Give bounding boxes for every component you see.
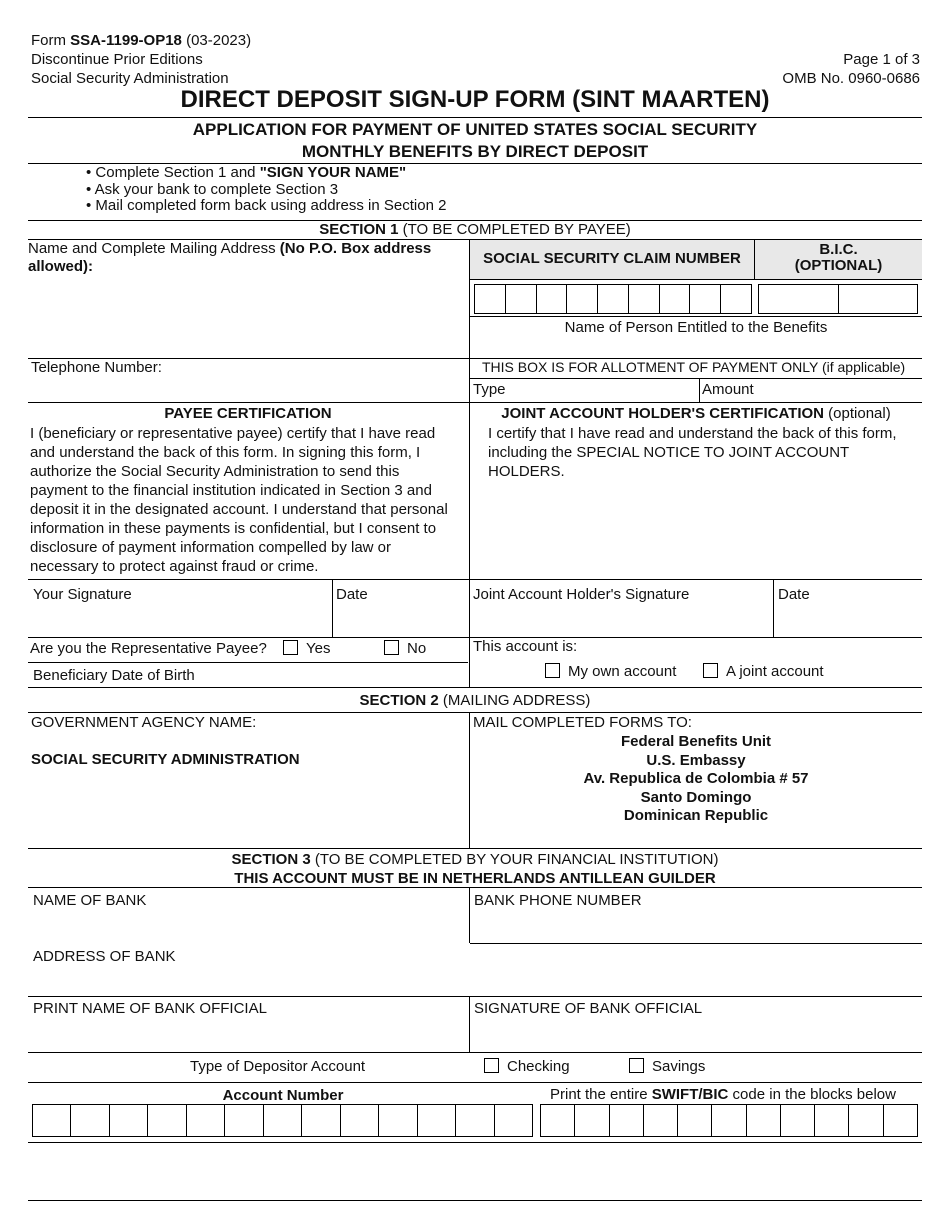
payee-cert-line-2: and understand the back of this form. In signing this form, I (30, 444, 421, 461)
account-number-boxes[interactable] (32, 1104, 533, 1137)
bank-name-field[interactable]: NAME OF BANK (33, 892, 147, 909)
gov-agency-value: SOCIAL SECURITY ADMINISTRATION (31, 751, 300, 768)
bic-boxes[interactable] (758, 284, 918, 314)
page-subtitle (0, 119, 950, 163)
subtitle-line-2: MONTHLY BENEFITS BY DIRECT DEPOSIT (301, 142, 649, 161)
payee-cert-line-4: payment to the financial institution indicated in Section 3 and (30, 482, 432, 499)
joint-signature-field[interactable]: Joint Account Holder's Signature (473, 586, 690, 603)
form-header-right (782, 50, 920, 88)
allotment-label: THIS BOX IS FOR ALLOTMENT OF PAYMENT ONLY (if applicable) (482, 359, 906, 375)
instructions (86, 165, 446, 215)
allotment-amount-field[interactable]: Amount (702, 381, 754, 398)
payee-cert-line-5: deposit it in the designated account. I understand that personal (30, 501, 448, 518)
depositor-type-label: Type of Depositor Account (190, 1058, 366, 1075)
telephone-field[interactable]: Telephone Number: (31, 359, 162, 376)
form-header-left (31, 31, 251, 88)
bank-phone-field[interactable]: BANK PHONE NUMBER (474, 892, 642, 909)
allotment-type-field[interactable]: Type (473, 381, 506, 398)
gov-agency-label: GOVERNMENT AGENCY NAME: (31, 714, 257, 731)
swift-code-boxes[interactable] (540, 1104, 918, 1137)
joint-date-field[interactable]: Date (778, 586, 810, 603)
payee-cert-line-1: I (beneficiary or representative payee) certify that I have read (30, 425, 436, 442)
currency-note: THIS ACCOUNT MUST BE IN NETHERLANDS ANTILLEAN GUILDER (234, 870, 716, 887)
name-address-field[interactable]: Name and Complete Mailing Address (No P.O. Box address allowed): (28, 240, 432, 275)
mail-address-line-3: Av. Republica de Colombia # 57 (583, 770, 809, 787)
joint-account-checkbox[interactable] (703, 663, 718, 678)
signature-date-field[interactable]: Date (336, 586, 368, 603)
joint-cert-title: JOINT ACCOUNT HOLDER'S CERTIFICATION (optional) (501, 405, 891, 422)
page-title: DIRECT DEPOSIT SIGN-UP FORM (SINT MAARTEN) (180, 86, 770, 113)
discontinue-note: Discontinue Prior Editions (31, 51, 203, 68)
mail-address-line-5: Dominican Republic (623, 807, 769, 824)
section-1-heading: SECTION 1 (TO BE COMPLETED BY PAYEE) (319, 221, 631, 238)
joint-cert-line-2: including the SPECIAL NOTICE TO JOINT ACCOUNT (488, 444, 850, 461)
no-checkbox[interactable] (384, 640, 399, 655)
payee-cert-title: PAYEE CERTIFICATION (164, 405, 332, 422)
mail-address-line-1: Federal Benefits Unit (620, 733, 772, 750)
bank-official-name-field[interactable]: PRINT NAME OF BANK OFFICIAL (33, 1000, 267, 1017)
savings-option[interactable]: Savings (629, 1058, 705, 1075)
mail-address-line-2: U.S. Embassy (646, 751, 746, 769)
agency-name: Social Security Administration (31, 70, 229, 87)
your-signature-field[interactable]: Your Signature (33, 586, 132, 603)
savings-checkbox[interactable] (629, 1058, 644, 1073)
mail-to-label: MAIL COMPLETED FORMS TO: (473, 714, 692, 731)
joint-cert-line-3: HOLDERS. (488, 463, 565, 480)
rep-payee-no-option[interactable]: No (384, 640, 426, 657)
checking-checkbox[interactable] (484, 1058, 499, 1073)
checking-option[interactable]: Checking (484, 1058, 570, 1075)
instruction-3: • Mail completed form back using address in Section 2 (86, 197, 447, 214)
section-2-heading: SECTION 2 (MAILING ADDRESS) (359, 692, 591, 709)
form-id: Form SSA-1199-OP18 (03-2023) (31, 32, 252, 49)
bank-address-field[interactable]: ADDRESS OF BANK (33, 948, 176, 965)
subtitle-line-1: APPLICATION FOR PAYMENT OF UNITED STATES SOCIAL SECURITY (192, 120, 758, 139)
person-entitled-label: Name of Person Entitled to the Benefits (564, 319, 828, 336)
payee-cert-line-6: information in these payments is confidential, but I consent to (30, 520, 437, 537)
omb-number: OMB No. 0960-0686 (782, 70, 920, 87)
joint-account-option[interactable]: A joint account (703, 663, 824, 680)
joint-cert-line-1: I certify that I have read and understand the back of this form, (488, 425, 897, 442)
own-account-option[interactable]: My own account (545, 663, 676, 680)
section-3-heading: SECTION 3 (TO BE COMPLETED BY YOUR FINANCIAL INSTITUTION) THIS ACCOUNT MUST BE IN NETHERLANDS ANTILLEAN GUILDER (0, 850, 950, 888)
payee-cert-line-7: disclosure of payment information compelled by law or (30, 539, 392, 556)
swift-instruction: Print the entire SWIFT/BIC code in the blocks below (550, 1086, 896, 1103)
own-account-checkbox[interactable] (545, 663, 560, 678)
bic-header: B.I.C. (OPTIONAL) (794, 241, 883, 274)
joint-cert-text (488, 424, 918, 481)
rep-payee-question: Are you the Representative Payee? (30, 640, 267, 657)
instruction-2: • Ask your bank to complete Section 3 (86, 180, 339, 198)
rep-payee-yes-option[interactable]: Yes (283, 640, 330, 657)
yes-checkbox[interactable] (283, 640, 298, 655)
payee-cert-line-8: necessary to protect against fraud or crime. (30, 558, 319, 575)
account-is-label: This account is: (473, 638, 578, 655)
account-number-label: Account Number (222, 1087, 344, 1104)
ssn-digit-boxes[interactable] (474, 284, 752, 314)
page-number: Page 1 of 3 (843, 51, 920, 68)
bank-official-signature-field[interactable]: SIGNATURE OF BANK OFFICIAL (474, 1000, 703, 1017)
payee-cert-line-3: authorize the Social Security Administration to send this (30, 463, 400, 480)
payee-cert-text (30, 424, 466, 576)
beneficiary-dob-field[interactable]: Beneficiary Date of Birth (33, 667, 195, 684)
mail-address-line-4: Santo Domingo (640, 788, 752, 806)
ssn-header: SOCIAL SECURITY CLAIM NUMBER (483, 250, 741, 267)
mailing-address (470, 733, 922, 826)
instruction-1: • Complete Section 1 and "SIGN YOUR NAME" (86, 164, 407, 181)
